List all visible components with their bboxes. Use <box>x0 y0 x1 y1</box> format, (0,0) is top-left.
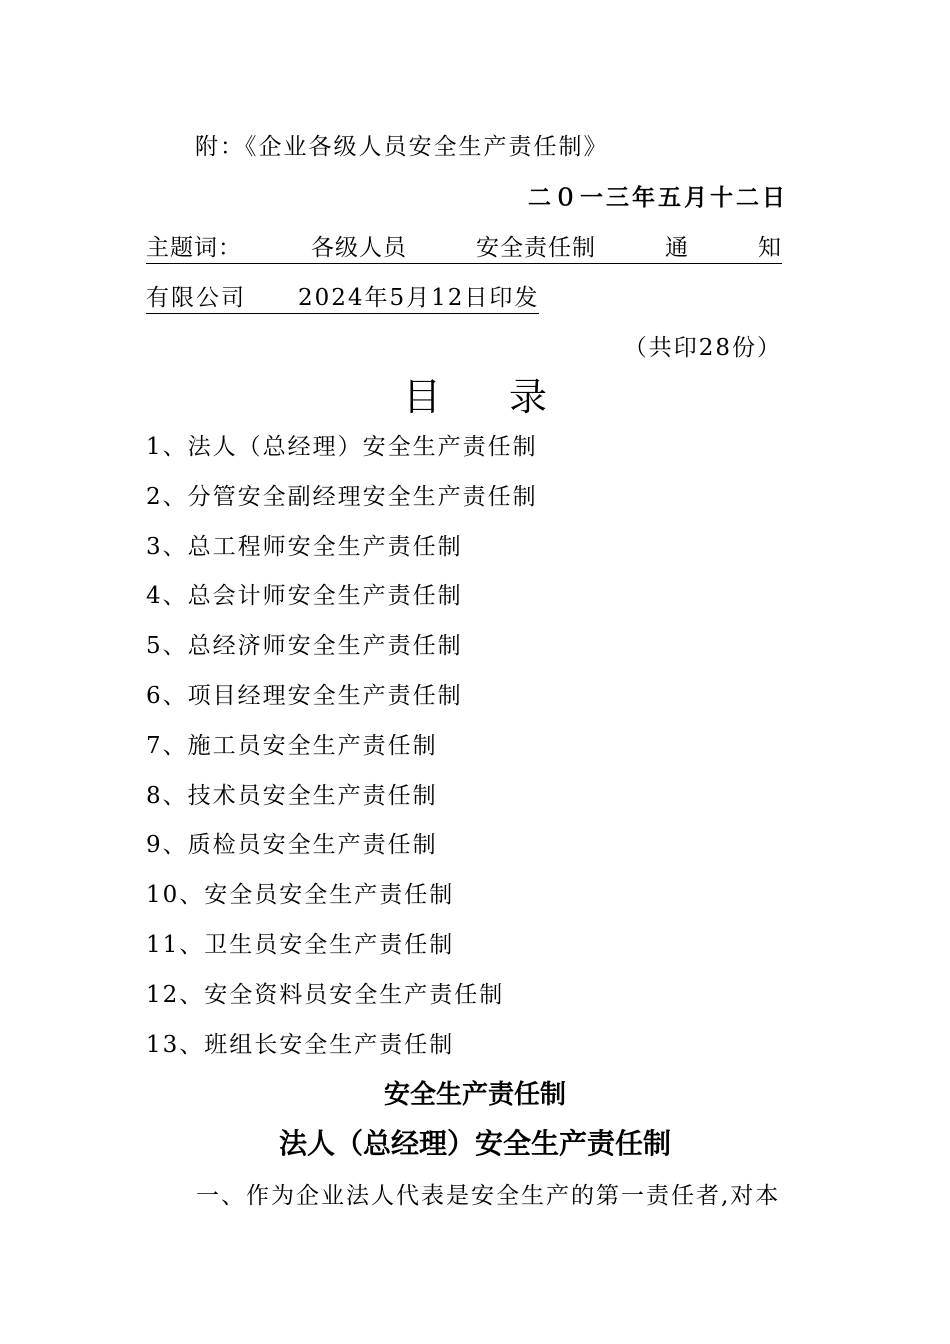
toc-item[interactable]: 11、卫生员安全生产责任制 <box>146 931 455 958</box>
keyword-term: 各级人员 <box>311 235 407 261</box>
toc-item[interactable]: 6、项目经理安全生产责任制 <box>146 682 463 709</box>
table-of-contents <box>146 432 538 1079</box>
toc-title-char: 录 <box>509 375 548 419</box>
document-date: 二０一三年五月十二日 <box>528 184 788 211</box>
copies-count: （共印28份） <box>623 335 782 361</box>
toc-item[interactable]: 10、安全员安全生产责任制 <box>146 882 455 909</box>
toc-item[interactable]: 7、施工员安全生产责任制 <box>146 732 438 759</box>
toc-item[interactable]: 13、班组长安全生产责任制 <box>146 1031 455 1058</box>
keywords-label: 主题词： <box>146 235 242 261</box>
toc-item[interactable]: 2、分管安全副经理安全生产责任制 <box>146 483 538 510</box>
body-paragraph: 一、作为企业法人代表是安全生产的第一责任者,对本 <box>196 1183 781 1209</box>
attachment-line: 附：《企业各级人员安全生产责任制》 <box>195 134 609 160</box>
section-title: 安全生产责任制 <box>383 1080 566 1110</box>
print-date: 2024年5月12日印发 <box>298 285 540 311</box>
toc-item[interactable]: 5、总经济师安全生产责任制 <box>146 633 463 660</box>
toc-item[interactable]: 8、技术员安全生产责任制 <box>146 782 438 809</box>
keyword-term: 安全责任制 <box>476 235 596 261</box>
keyword-term: 通 <box>665 235 689 261</box>
keyword-term: 知 <box>758 235 782 261</box>
keywords-line <box>146 233 782 264</box>
toc-item[interactable]: 12、安全资料员安全生产责任制 <box>146 981 505 1008</box>
print-org: 有限公司 <box>146 285 246 311</box>
print-line <box>146 283 539 314</box>
toc-item[interactable]: 3、总工程师安全生产责任制 <box>146 533 463 560</box>
toc-title <box>0 374 950 420</box>
toc-item[interactable]: 4、总会计师安全生产责任制 <box>146 583 463 610</box>
subsection-title: 法人（总经理）安全生产责任制 <box>278 1127 671 1160</box>
toc-title-char: 目 <box>402 375 441 419</box>
toc-item[interactable]: 1、法人（总经理）安全生产责任制 <box>146 434 538 460</box>
toc-item[interactable]: 9、质检员安全生产责任制 <box>146 832 438 859</box>
